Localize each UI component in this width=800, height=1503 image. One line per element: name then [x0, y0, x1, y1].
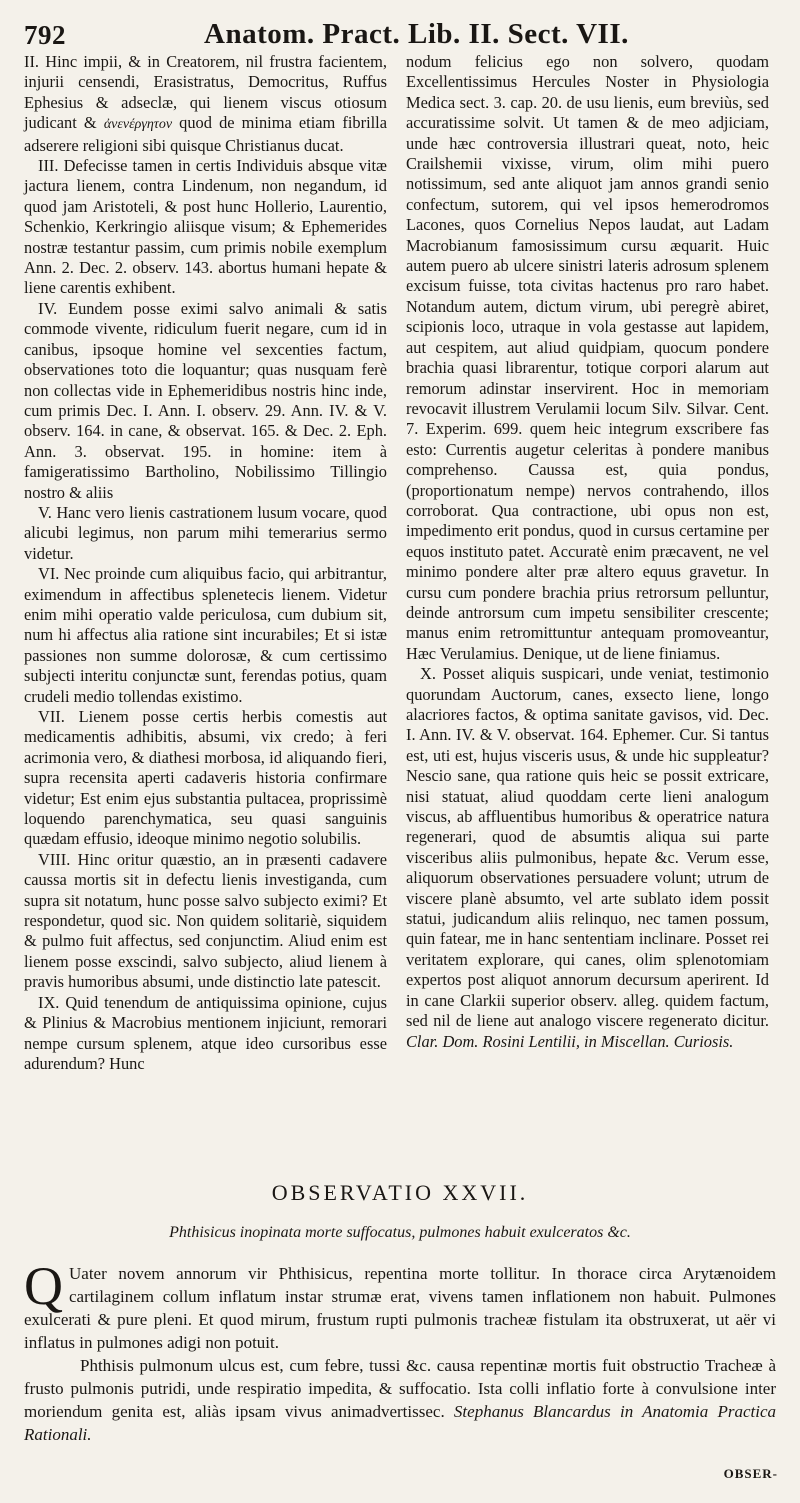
right-column: [406, 52, 769, 1052]
observation-heading: OBSERVATIO XXVII.: [271, 1180, 529, 1205]
paragraph-iv: IV. Eundem posse eximi salvo animali & satis commode vivente, ridiculum fuerit negare, cum id in canibus, ipsoque homine vel sexcenties factum, observationes toto die loquantur; quas nusquam ferè non collectas vide in Ephemeridibus nostris hinc inde, cum primis Dec. I. Ann. I. observ. 29. Ann. IV. & V. observ. 164. in cane, & observat. 165. & Dec. 2. Eph. Ann. 3. observat. 195. in homine: item à famigeratissimo Bartholino, Nobilissimo Tillingio nostro & aliis: [24, 298, 387, 502]
paragraph-vi: VI. Nec proinde cum aliquibus facio, qui arbitrantur, eximendum in affectibus splenetecis lienem. Videtur enim mihi operatio valde periculosa, cum dubium sit, num hi affectus alia ratione sint incurabiles; Et si istæ passiones non summe dolorosæ, & cum certissimo subjecti interitu conjunctæ sunt, ferendas potius, quam crudeli medio tollendas existimo.: [24, 564, 387, 706]
catchword: OBSER-: [723, 1466, 778, 1481]
greek-word: ἀνενέργητον: [103, 117, 173, 133]
running-title: Anatom. Pract. Lib. II. Sect. VII.: [204, 18, 629, 50]
paragraph-x-text: X. Posset aliquis suspicari, unde veniat, testimonio quorundam Auctorum, canes, exsecto liene, longo alacriores factos, & optima sanitate gavisos, vid. Dec. I. Ann. IV. & V. observat. 164. Ephemer. Cur. Si tantus est, uti est, hujus visceris usus, & unde hic suppleatur? Nescio sane, qua ratione quis heic se possit extricare, nisi statuat, aliud quoddam certe lieni analogum viscus, ab affluentibus humoribus & operatrice natura regenerari, quod de absumtis aliqua sui parte visceribus aliis pulmonibus, hepate &c. Verum esse, aliquorum observationes persuadere volunt; utrum de viscere planè absumto, vel arte sublato idem possit statui, judicandum aliis relinquo, nec tamen possum, quin fatear, me in hanc sententiam inclinare. Posset rei veritatem explorare, qui canes, olim splenotomiam expertos post aliquot annorum decursum aperirent. Id in cane Clarkii superior observ. alleg. quidem factum, sed nil de liene aut analogo viscere regenerato dicitur.: [406, 664, 769, 1031]
paragraph-ii-text-a: II. Hinc impii, & in Creatorem, nil frustra facientem, injurii censendi, Erasistratus, Democritus, Ruffus Ephesius & adseclæ, qui lienem viscus otiosum judicant &: [24, 52, 387, 133]
observation-paragraph-2-text: Phthisis pulmonum ulcus est, cum febre, tussi &c. causa repentinæ mortis fuit obstructio Tracheæ à frusto pulmonis putridi, unde respiratio impedita, & suffocatio. Ista colli inflatio forte à convulsione inter moriendum genita est, aliàs ipsam vivus animadvertissec.: [24, 1356, 776, 1421]
drop-cap: Q: [24, 1256, 63, 1316]
observation-paragraph-2: [24, 1354, 776, 1446]
paragraph-viii: VIII. Hinc oritur quæstio, an in præsenti cadavere caussa mortis sit in defectu lienis investiganda, cum supra sit notatum, hunc posse salvo subjecto eximi? Et respondetur, quod sic. Non quidem solitariè, siquidem & pulmo fuit affectus, sed conjunctim. Aliud enim est lienem posse exscindi, salvo subjecto, aliud lienem à pravis humoribus absumi, unde distinctio late patescit.: [24, 849, 387, 992]
paragraph-ix: IX. Quid tenendum de antiquissima opinione, cujus & Plinius & Macrobius mentionem injiciunt, remorari nempe cursum splenem, atque ideo cursoribus esse adurendum? Hunc: [24, 992, 387, 1073]
page-number: 792: [24, 20, 66, 50]
observation-paragraph-1-text: Uater novem annorum vir Phthisicus, repentina morte tollitur. In thorace circa Arytænoidem cartilaginem collum inflatum instar strumæ erat, vivens tamen inflationem non habuit. Pulmones exulcerati & pure pleni. Et quod mirum, frustum rupti pulmonis tracheæ fistulam ita obstruxerat, ut aër vi inflatus in pulmones adigi non potuit.: [24, 1264, 776, 1352]
observation-paragraph-1: [24, 1256, 776, 1354]
observation-body: [24, 1256, 776, 1446]
paragraph-ii-text-b: quod de minima etiam fibrilla adserere religioni sibi quisque Christianus ducat.: [24, 113, 388, 155]
two-column-text: [24, 52, 776, 1169]
observation-subtitle: Phthisicus inopinata morte suffocatus, pulmones habuit exulceratos &c.: [169, 1224, 631, 1241]
paragraph-x: [406, 664, 769, 1052]
paragraph-vii: VII. Lienem posse certis herbis comestis aut medicamentis adhibitis, absumi, vix credo; à feri acrimonia vero, & diathesi morbosa, id aliquando fieri, supra recensita aperti cadaveris historia confirmare videtur; Est enim ejus substantia pultacea, proprissimè loquendo parenchymatica, seu quasi sanguinis quædam effusio, ideoque minimo negotio solubilis.: [24, 707, 387, 849]
paragraph-iii: III. Defecisse tamen in certis Individuis absque vitæ jactura lienem, contra Lindenum, non negandum, id quod jam Aristoteli, & post hunc Hollerio, Laurentio, Schenkio, Kerkringio aliisque visum; & Ephemerides nostræ testantur passim, cum primis nobile exemplum Ann. 2. Dec. 2. observ. 143. abortus humani hepate & liene carentis exhibent.: [24, 156, 387, 298]
left-column: [24, 52, 387, 1074]
author-citation: Clar. Dom. Rosini Lentilii, in Miscellan. Curiosis.: [406, 1031, 734, 1051]
paragraph-ix-continued: nodum felicius ego non solvero, quodam Excellentissimus Hercules Noster in Physiologia Medica sect. 3. cap. 20. de usu lienis, eum breviùs, sed accuratissime solvit. Ut tamen & de meo adjiciam, unde hæc controversia illustrari queat, noto, heic Crailshemii vixisse, virum, olim mihi puero notissimum, sed ante aliquot jam annos grandi senio confectum, sutorem, qui vel ipsos hemerodromos Lacones, quos Cornelius Nepos laudat, aut Ladam Macrobianum famosissimum cursu æquarit. Huic autem puero ab ulcere sinistri lateris adrosum splenem excisum fuisse, tota civitas hactenus pro raro habet. Notandum autem, dictum virum, ubi peregrè abiret, scipionis loco, utraque in vola gestasse aut lapidem, aut cespitem, aut aliud quidpiam, quocum pondere brachia quasi librarentur, totique corpori alarum aut remorum adinstar inservirent. Hoc in memoriam revocavit illustrem Verulamii locum Silv. Silvar. Cent. 7. Experim. 699. quem heic integrum exscribere fas esto: Currentis augetur celeritas à pondere manibus comprehenso. Caussa est, quia pondus, (proportionatum nempe) nervos contrahendo, illos corroborat. Qua contractione, ubi opus non est, impedimento erit pondus, quod in cursus certamine per equos instituto patet. Accuratè enim præcavent, ne vel minimo pondere alter præ altero equus gravetur. In cursu cum pondere brachia prius retrorsum pelluntur, deinde antrorsum cum impetu sensibiliter crescente; manus enim retromittuntur antequam promoveantur, Hæc Verulamius. Denique, ut de liene finiamus.: [406, 52, 769, 663]
paragraph-v: V. Hanc vero lienis castrationem lusum vocare, quod alicubi legimus, non parum mihi temerarius sermo videtur.: [24, 502, 387, 563]
observation-author-citation: Stephanus Blancardus in Anatomia Practica Rationali.: [24, 1402, 776, 1444]
paragraph-ii: [24, 52, 387, 156]
